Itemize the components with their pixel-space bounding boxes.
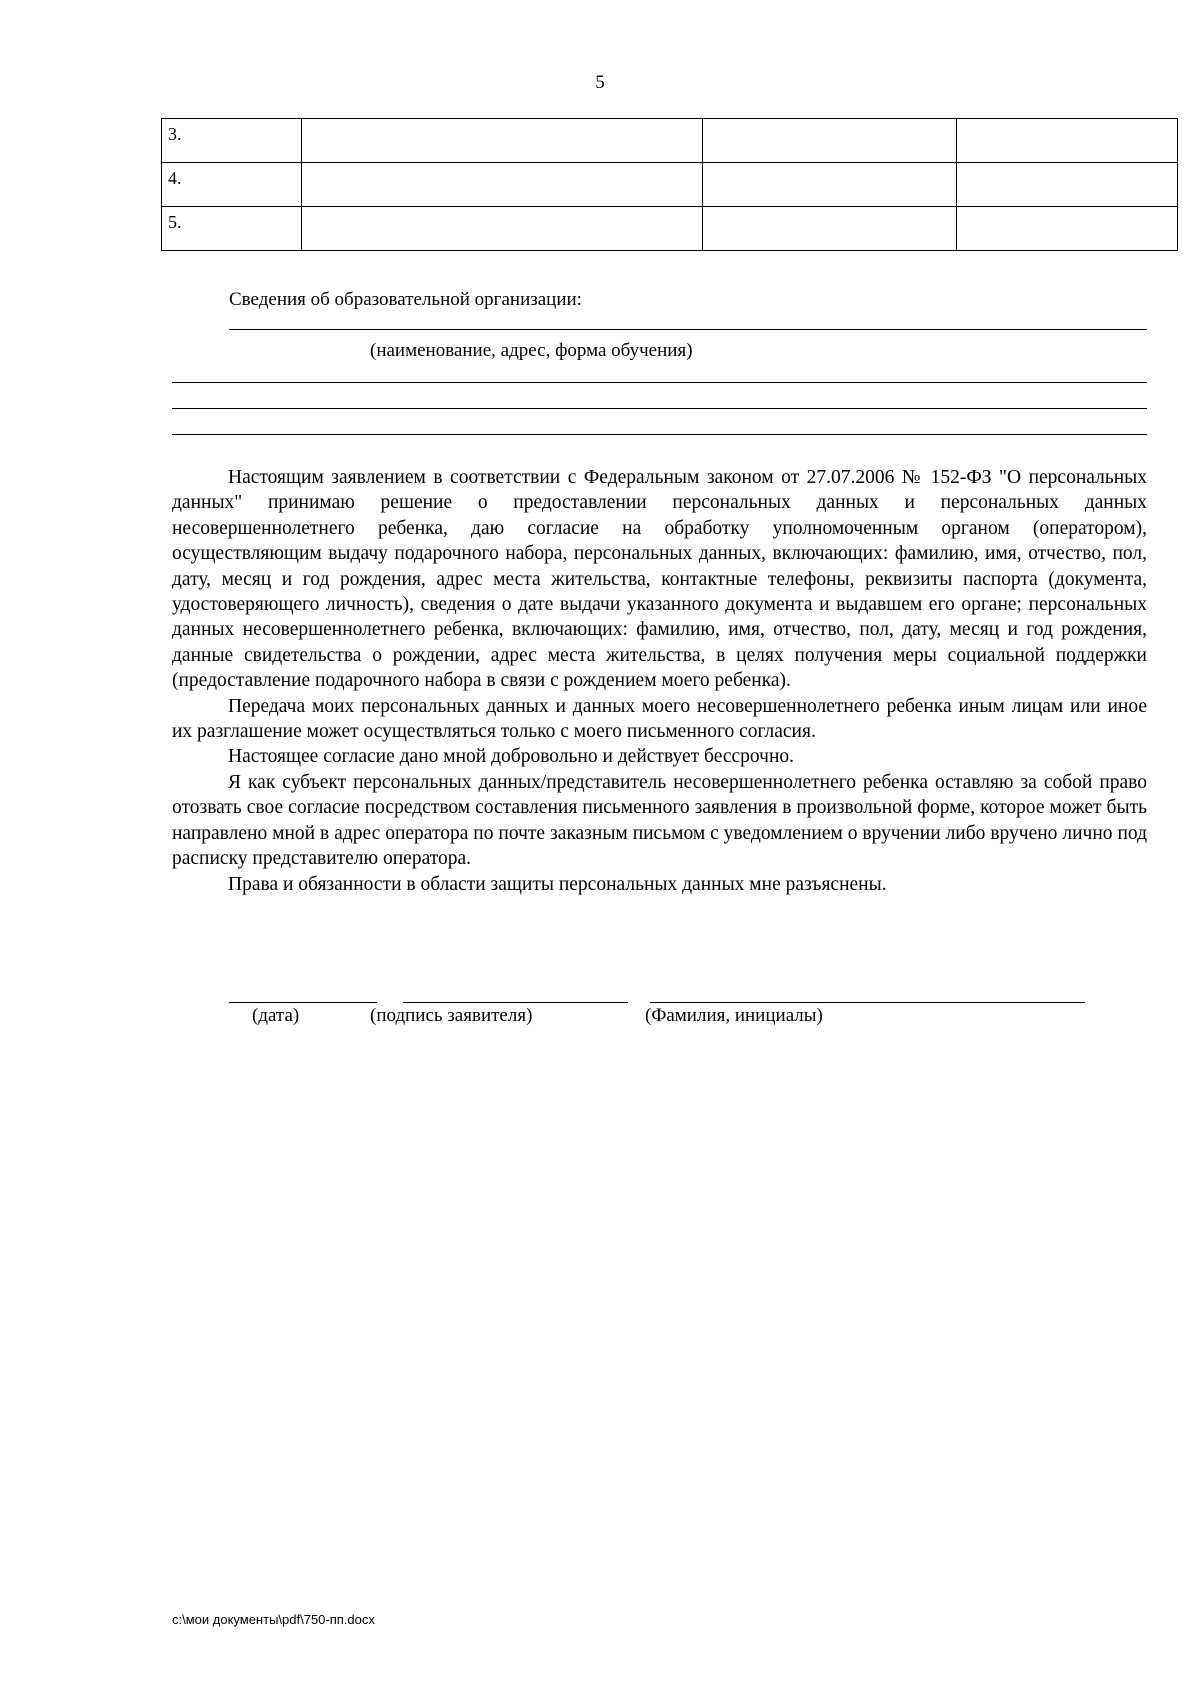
signature-line — [403, 1002, 628, 1003]
table-cell — [703, 207, 957, 251]
organization-line — [172, 434, 1147, 435]
table-cell — [957, 207, 1178, 251]
row-number: 3. — [162, 119, 302, 163]
table-cell — [302, 119, 703, 163]
table-cell — [957, 119, 1178, 163]
file-path-footer: c:\мои документы\pdf\750-пп.docx — [172, 1612, 375, 1627]
table-row — [162, 119, 1178, 163]
organization-line — [172, 408, 1147, 409]
organization-line — [229, 329, 1147, 330]
consent-paragraph: Я как субъект персональных данных/представитель несовершеннолетнего ребенка оставляю за собой право отозвать свое согласие посредством составления письменного заявления в произвольной форме, которое может быть направлено мной в адрес оператора по почте заказным письмом с уведомлением о вручении либо вручено лично под расписку представителю оператора. — [172, 771, 1147, 870]
organization-caption: (наименование, адрес, форма обучения) — [370, 340, 693, 361]
table-row — [162, 207, 1178, 251]
table-cell — [302, 207, 703, 251]
date-line — [229, 1002, 377, 1003]
table-row — [162, 163, 1178, 207]
consent-paragraph: Передача моих персональных данных и данных моего несовершеннолетнего ребенка иным лицам или иное их разглашение может осуществляться только с моего письменного согласия. — [172, 695, 1147, 743]
row-number: 4. — [162, 163, 302, 207]
table-cell — [703, 119, 957, 163]
row-number: 5. — [162, 207, 302, 251]
table-cell — [302, 163, 703, 207]
consent-paragraph: Права и обязанности в области защиты персональных данных мне разъяснены. — [228, 873, 887, 895]
data-table — [161, 118, 1178, 251]
consent-paragraph: Настоящим заявлением в соответствии с Федеральным законом от 27.07.2006 № 152-ФЗ "О персональных данных" принимаю решение о предоставлении персональных данных и персональных данных несовершеннолетнего ребенка, даю согласие на обработку уполномоченным органом (оператором), осуществляющим выдачу подарочного набора, персональных данных, включающих: фамилию, имя, отчество, пол, дату, месяц и год рождения, адрес места жительства, контактные телефоны, реквизиты паспорта (документа, удостоверяющего личность), сведения о дате выдачи указанного документа и выдавшем его органе; персональных данных несовершеннолетнего ребенка, включающих: фамилию, имя, отчество, пол, дату, месяц и год рождения, данные свидетельства о рождении, адрес места жительства, в целях получения меры социальной поддержки (предоставление подарочного набора в связи с рождением моего ребенка). — [172, 467, 1147, 692]
signature-label: (подпись заявителя) — [370, 1005, 533, 1026]
table-cell — [703, 163, 957, 207]
date-label: (дата) — [252, 1005, 300, 1026]
consent-text — [172, 465, 1147, 897]
table-cell — [957, 163, 1178, 207]
page-number: 5 — [595, 72, 605, 93]
organization-line — [172, 382, 1147, 383]
name-line — [650, 1002, 1085, 1003]
organization-heading: Сведения об образовательной организации: — [229, 289, 582, 310]
name-label: (Фамилия, инициалы) — [645, 1005, 823, 1026]
consent-paragraph: Настоящее согласие дано мной добровольно и действует бессрочно. — [228, 746, 795, 768]
